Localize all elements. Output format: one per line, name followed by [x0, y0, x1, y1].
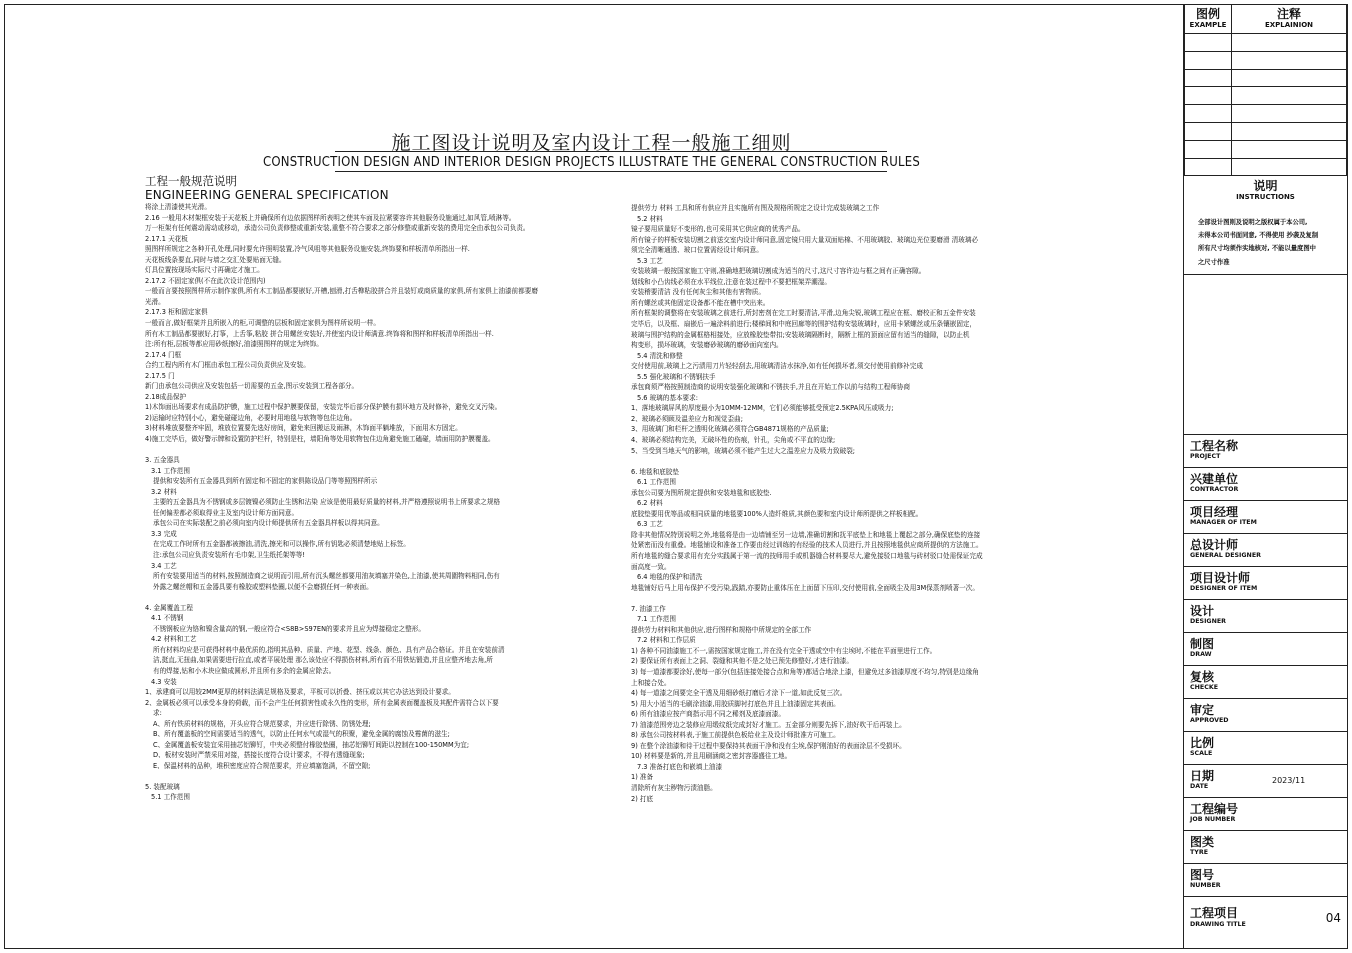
text-line: 完毕后，以及框、扇嵌后一遍涂料前进行;楼梯间和中庭回廊等的围护结构安装玻璃时，应用卡紧螺丝或压条镶嵌固定， — [631, 320, 977, 329]
text-line: 承包公司要为图所规定提供和安装地毯和底胶垫. — [631, 488, 772, 497]
text-line: 承包商须严格按照制造商的说明安装强化玻璃和不锈扶手,并且在开始工作以前与结构工程师协商 — [631, 383, 911, 392]
text-line: 一般而言要按照图样所示制作家俱,所有木工制品都要嵌好,开槽,刨滑,打舌榫粘胶拼合并且装钉或商质量的家俱,所有家俱上油漆前都要磨 — [145, 287, 538, 296]
text-line: 2.17.2 不固定家俱(不在此次设计范围内) — [145, 276, 266, 285]
text-line: 2、玻璃必须顾及温差应力和视觉歪曲; — [631, 414, 743, 423]
instruction-line: 未得本公司书面同意, 不得使用 抄袭及复制 — [1198, 232, 1319, 240]
right-text-block — [631, 203, 983, 804]
field-label-cn: 比例 — [1190, 736, 1215, 750]
text-line: 所有地毯的缝合要求用有充分实践属于第一流的技师用手或机器缝合材料要尽大,避免接驳口地毯与砖材驳口处需保证完成 — [631, 552, 983, 560]
text-line: 7.1 工作范围 — [637, 615, 676, 624]
text-line: 安装玻璃一般按国家施工守则,准确地把玻璃切割成为适当的尺寸,这尺寸容许边与框之间有正确容隙。 — [631, 267, 926, 276]
text-line: 2.17.5 门 — [145, 371, 175, 380]
instruction-line: 全部设计图则及说明之版权属于本公司, — [1198, 219, 1308, 226]
text-line: 3. 五金器具 — [145, 456, 180, 465]
text-line: 5. 装配玻璃 — [145, 782, 180, 791]
text-line: 5.1 工作范围 — [151, 793, 190, 802]
text-line: 不锈钢板应为铬和镍含量高的钢,一般应符合<S8B>S97EN的要求并且应为焊接稳定之整形。 — [153, 624, 425, 633]
field-label-cn: 审定 — [1190, 703, 1215, 717]
field-label-en: PROJECT — [1190, 453, 1221, 460]
field-label-cn: 兴建单位 — [1190, 472, 1239, 486]
text-line: 6.3 工艺 — [637, 520, 663, 529]
legend-table — [1184, 4, 1347, 176]
text-line: 天花板线条要直,同时与墙之交汇处要贴面无缝。 — [145, 255, 286, 264]
text-line: 镜子要用质量好不变形的,也可采用其它供应商的优秀产品。 — [631, 225, 805, 234]
text-line: 注:所有柜,层板等都应用砂纸擦好,油漆照图样的规定为终饰。 — [145, 340, 323, 349]
field-label-en: NUMBER — [1190, 882, 1221, 889]
text-line: 4. 金属覆盖工程 — [145, 603, 193, 612]
text-line: 交付使用前,玻璃上之污渍用刀片轻轻刮去,用玻璃清洁水抹净,如有任何损坏者,须交付使用前修补完成 — [631, 362, 923, 371]
text-line: 1) 准备 — [631, 773, 654, 782]
text-line: 5.4 清洗和修整 — [637, 351, 683, 360]
text-line: D、板材安装时严禁采用对接，搭接长度符合设计要求，不得有透缝现象; — [153, 751, 365, 760]
text-line: 3、用玻璃门和栏杆之透明化玻璃必须符合GB4871规格的产品质量; — [631, 425, 829, 434]
text-line: 2.16 一般用木材架框安装于天花板上并确保所有边依据图样所表明之使其车面及拉紧要容许其他服务设施通过,如风管,喷淋等。 — [145, 213, 516, 222]
text-line: 上和接合处。 — [631, 678, 671, 687]
field-label-cn: 日期 — [1190, 769, 1215, 783]
title-field — [1184, 764, 1347, 797]
text-line: 5.2 材料 — [637, 214, 663, 223]
title-field — [1184, 632, 1347, 665]
field-label-en: GENERAL DESIGNER — [1190, 552, 1261, 559]
text-line: 5、当受到当地天气的影响，玻璃必须不能产生过大之温差应力及吸力致破裂; — [631, 446, 856, 455]
text-line: 8) 承包公司按材料表,于施工前提供色板给业主及设计师批准方可施工。 — [631, 731, 840, 740]
field-label-cn: 工程编号 — [1190, 802, 1239, 816]
text-line: 2.18成品保护 — [145, 392, 187, 401]
text-line — [631, 593, 983, 604]
divider — [1184, 274, 1347, 275]
text-line: 4)施工完毕后，做好警示牌和设置防护栏杆，特别是柱，墙阳角等处用软物包住边角避免施工磕碰，墙面用防护膜覆盖。 — [145, 435, 495, 444]
title-field — [1184, 533, 1347, 566]
text-line: 划线和小凸齿线必须在水平线位,注意在装过程中不要把框架弄潮湿。 — [631, 277, 831, 286]
text-line: 任何偏差都必须取得业主及室内设计师方面同意。 — [153, 508, 299, 517]
text-line: 4) 每一道漆之间要完全干透及用细砂纸打磨后才涂下一道,如此反复三次。 — [631, 689, 847, 698]
text-line: 2.17.3 柜和固定家俱 — [145, 308, 208, 317]
text-line: 安装稽要清洁 没有任何灰尘和其他有害物质。 — [631, 288, 765, 297]
text-line: 面高度一致。 — [631, 562, 671, 571]
text-line: 7.2 材料和工作层质 — [637, 636, 696, 645]
text-line: 承包公司在实际装配之前必须向室内设计师提供所有五金器具样板以得其同意。 — [153, 519, 384, 528]
title-field — [1184, 599, 1347, 632]
text-line: 4.3 安装 — [151, 677, 177, 686]
left-text-block — [145, 202, 538, 803]
text-line: 所有安装要用适当的材料,按照制造商之说明而引用,所有沉头螺丝都要用油灰填塞并染色,上油漆,使其周圍物料相同,伤有 — [153, 572, 500, 581]
text-line: 4.2 材料和工艺 — [151, 635, 197, 644]
text-line: 在完成工作时所有五金器都被擦油,清洗,擦光和可以操作,所有钥匙必须清楚地贴上标签。 — [153, 540, 410, 549]
text-line: 4.1 不锈钢 — [151, 614, 184, 623]
text-line: 提供和安装所有五金器具到所有固定和不固定的家俱陈设品门等等照图样所示 — [153, 477, 378, 486]
text-line: 灯具位置按现场实际尺寸再确定才施工。 — [145, 266, 264, 275]
text-line: 求: — [153, 709, 162, 718]
left-column — [145, 174, 538, 803]
text-line — [145, 445, 538, 456]
text-line: 2.17.4 门框 — [145, 350, 182, 359]
instructions-header: 说明 INSTRUCTIONS — [1236, 179, 1295, 201]
section-title-en: ENGINEERING GENERAL SPECIFICATION — [145, 188, 389, 202]
text-line: 万一柜架有任何震动需动或移动，承造公司负责修整或重新安装,重整不符合要求之部分修整或重新安装的费用完全由承包公司负责。 — [145, 224, 530, 233]
text-line: 除非其他情况特别说明之外,地毯将是由一边墙铺至另一边墙,准确切割和抚平底垫上和地毯上覆起之部分,确保底垫的连接 — [631, 530, 981, 539]
field-label-cn: 复核 — [1190, 670, 1215, 684]
text-line: 一般而言,做好框架并且所嵌入的柜,可调整的层板和固定家俱为图样所说明一样。 — [145, 319, 380, 328]
text-line: 5.6 玻璃的基本要求: — [637, 393, 698, 402]
text-line: 2) 打底 — [631, 794, 654, 803]
text-line: 所有木工制品都要嵌好,打筝，上舌筝,粘胶 拼合用螺丝安装好,并使室内设计师满意.终饰将和图样和样板清单所指出一样. — [145, 329, 494, 338]
text-line: 所有材料均应是可获得材料中最优质的,指明其品种、质量、产地、花型、线条、颜色、具有产品合格证。并且在安装前清 — [153, 645, 505, 654]
field-label-cn: 设计 — [1190, 604, 1215, 618]
text-line: 1、落地玻璃屏风的厚度最小为10MM-12MM，它们必须能够抵受预定2.5KPA风压或吸力; — [631, 404, 894, 413]
field-label-en: DESIGNER — [1190, 618, 1226, 625]
text-line: 1)木饰面出场要求有成品防护膜，施工过程中保护膜要保留，安装完毕后部分保护膜有损坏地方及时修补，避免交叉污染。 — [145, 403, 502, 412]
field-label-en: APPROVED — [1190, 717, 1229, 724]
note-header: 注释 EXPLAINION — [1232, 5, 1347, 34]
text-line: 2) 要保证所有表面上之洞、裂缝和其他不是之处已预先修整好,才进行油漆。 — [631, 657, 853, 666]
text-line: 7) 油漆范围旁边之装修应用缎纹纸完成封好才施工。五金部分则要先拆下,油好吹干后再装上。 — [631, 720, 906, 729]
text-line: 新门由承包公司供应及安装包括一切需要的五金,图示安装到工程各部分。 — [145, 382, 359, 391]
text-line: C、金属覆盖板安装宜采用抽芯铝铆钉，中夹必须整付橡胶垫圈，抽芯铝铆钉间距以控制在100-150MM为宜; — [153, 740, 470, 749]
text-line: 4、玻璃必须结构完美，无破坏性的伤痕，针孔，尖角或不平直的边缘; — [631, 436, 836, 445]
field-label-cn: 项目经理 — [1190, 505, 1239, 519]
text-line — [145, 592, 538, 603]
title-field — [1184, 731, 1347, 764]
text-line: 5) 用大小适当的毛刷涂油漆,用胶质脚衬打底色并且上油漆固定其表面。 — [631, 699, 840, 708]
text-line — [631, 456, 983, 467]
text-line: 所有螺丝或其他固定设备都不能在槽中突出来。 — [631, 298, 770, 307]
field-label-en: DRAW — [1190, 651, 1212, 658]
field-label-cn: 总设计师 — [1190, 538, 1239, 552]
field-value: 04 — [1325, 911, 1341, 925]
text-line: 提供劳力 材料 工具和所有供应并且实施所有图及规格所规定之设计完成装玻璃之工作 — [631, 204, 880, 212]
field-label-en: JOB NUMBER — [1190, 816, 1236, 823]
text-line: 构变形，损坏玻璃，安装磨砂玻璃的磨砂面向室内。 — [631, 341, 783, 350]
text-line: 合约工程内所有木门框由承包工程公司负责供应及安装。 — [145, 361, 310, 370]
field-label-en: CONTRACTOR — [1190, 486, 1239, 493]
text-line: 9) 在整个涂油漆和待干过程中要保持其表面干净和没有尘埃,保护刚油好的表面涂层不受损坏。 — [631, 741, 906, 750]
title-underline — [335, 151, 887, 152]
text-line: 注:承包公司应负责安装所有毛巾架,卫生纸托架等等! — [153, 551, 306, 559]
title-field — [1184, 566, 1347, 599]
text-line: B、所有覆盖板的空间需要适当的透气，以防止任何水气或湿气的积聚，避免金属的腐蚀及霉菌的滋生; — [153, 730, 450, 739]
instructions-text — [1198, 216, 1343, 269]
text-line: 所有框架的调整将在安装玻璃之前进行,所封密剂在完工时要清洁,平滑,边角尖锐,玻璃工程应在框、磨校正和五金件安装 — [631, 309, 976, 318]
text-line: 照图样所规定之各种开孔处理,同时要允许照明装置,冷气风咀等其他服务设施安装,终饰要和样板清单所指出一样. — [145, 245, 470, 254]
text-line: 主要的五金器具为不锈钢或多层镀镍必须防止生锈和沾染 应该是使用最好质量的材料,并严格遵照说明书上所要求之规格 — [153, 498, 501, 507]
instruction-line: 之尺寸作准 — [1198, 258, 1230, 266]
field-label-en: DATE — [1190, 783, 1209, 790]
title-field — [1184, 434, 1347, 467]
text-line: E、保温材料的品种，堆积密度应符合规范要求，并应填塞饱满，不留空隙; — [153, 761, 371, 770]
field-label-en: MANAGER OF ITEM — [1190, 519, 1257, 526]
title-field — [1184, 467, 1347, 500]
text-line: 玻璃与围护结构的金属框格相接处，应放橡胶垫带扣;安装玻璃隔断时，隔断上框的顶面应留有适当的缝隙，以防止机 — [631, 330, 970, 339]
text-line: 5.5 强化玻璃和不锈钢扶手 — [637, 372, 716, 381]
text-line: 3.3 完成 — [151, 529, 177, 538]
text-line: 6.4 地毯的保护和清洗 — [637, 573, 703, 582]
text-line: 1) 各种不同油漆施工不一,需按国家规定施工,并在没有完全干透或空中有尘埃时,不能在平面里进行工作。 — [631, 646, 937, 655]
field-label-en: DESIGNER OF ITEM — [1190, 585, 1258, 592]
text-line: 须完全清晰通透、玻口位置需经设计师同意。 — [631, 246, 763, 255]
text-line: 6) 所有油漆应按产商指示用不同之稀剂及底漆面漆。 — [631, 710, 785, 719]
text-line: 地毯铺好后马上用布保护不受污染,践踏,亦要防止重体压在上面留下压印,交付使用前,全面吸尘及用3M保蒸剂喷著一次。 — [631, 583, 979, 592]
text-line: 3) 每一道漆都要涂好,使每一部分(包括连接处接合点和角等)都适合地涂上漆，但避免过多油漆厚度不均匀,特别是边缘角 — [631, 667, 979, 676]
text-line: 有的焊接,钻和小木块应做成圆形,并且所有多余的金属应除去。 — [153, 666, 336, 675]
text-line: 10) 材料要是新的,并且用刷涵商之密封容器盛往工地。 — [631, 752, 792, 761]
field-value: 2023/11 — [1272, 776, 1306, 785]
title-block — [1183, 4, 1348, 949]
title-field — [1184, 665, 1347, 698]
text-line: 6. 地毯和底胶垫 — [631, 467, 679, 476]
text-line: 5.3 工艺 — [637, 256, 663, 265]
field-label-cn: 工程名称 — [1190, 439, 1239, 453]
title-field — [1184, 863, 1347, 896]
text-line: 底胶垫要用优等品或相同质量的地毯要100%人造纤维质,其颜色要和室内设计师所提供之样板相配。 — [631, 509, 923, 518]
text-line: 2、金属板必须可以承受本身的荷载，而不会产生任何损害性或永久性的变形，所有金属表面覆盖板及其配件需符合以下要 — [145, 698, 499, 707]
title-field — [1184, 500, 1347, 533]
legend-header: 图例 EXAMPLE — [1185, 5, 1232, 34]
field-label-cn: 项目设计师 — [1190, 571, 1251, 585]
page-subtitle: CONSTRUCTION DESIGN AND INTERIOR DESIGN PROJECTS ILLUSTRATE THE GENERAL CONSTRUCTION RULES — [263, 155, 920, 170]
text-line: 3.2 材料 — [151, 487, 177, 496]
text-line: A、所有铁质材料的规格，开头应符合规范要求，并应进行除锈、防锈处理; — [153, 719, 371, 728]
text-line: 7. 油漆工作 — [631, 604, 666, 613]
section-title-cn: 工程一般规范说明 — [145, 174, 237, 188]
text-line: 光滑。 — [145, 297, 165, 306]
text-line: 所有镜子的样板安装切割之前送交室内设计师同意,固定镜只用大量双面贴棉、不用玻璃胶、玻璃边光位要磨滑 清玻璃必 — [631, 235, 979, 244]
page-title: 施工图设计说明及室内设计工程一般施工细则 — [391, 132, 792, 154]
field-label-cn: 制图 — [1190, 637, 1215, 651]
text-line: 2)运输时应特别小心，避免碰碰边角，必要时用地毯与软物等包住边角。 — [145, 413, 357, 422]
text-line: 清除所有灰尘秽物污渍油脂。 — [631, 783, 717, 792]
title-field — [1184, 896, 1347, 949]
instruction-line: 所有尺寸均须作实地核对, 不能以量度图中 — [1198, 245, 1316, 253]
field-label-en: SCALE — [1190, 750, 1213, 757]
right-column — [631, 203, 983, 804]
subtitle-underline — [335, 171, 887, 172]
text-line: 提供劳力材料和其他供应,进行图样和规格中所规定的全部工作 — [631, 625, 812, 634]
text-line: 将涂上清漆使其光滑。 — [145, 203, 211, 211]
text-line: 2.17.1 天花板 — [145, 234, 188, 243]
text-line: 6.2 材料 — [637, 499, 663, 508]
field-label-en: CHECKE — [1190, 684, 1218, 691]
text-line: 7.3 准备打底色和嵌填上油漆 — [637, 762, 723, 771]
title-field — [1184, 830, 1347, 863]
text-line — [145, 771, 538, 782]
field-label-cn: 图号 — [1190, 868, 1215, 882]
text-line: 6.1 工作范围 — [637, 478, 676, 487]
field-label-cn: 图类 — [1190, 835, 1215, 849]
text-line: 3.4 工艺 — [151, 561, 177, 570]
text-line: 3.1 工作范围 — [151, 466, 190, 475]
text-line: 1、承建商可以用较2MM更厚的材料法满足规格及要求，平板可以折叠、挤压或以其它办法达到设计要求。 — [145, 688, 455, 697]
text-line: 处紧密而没有重叠。地毯铺设和准备工作要由经过训练的有经验的技术人员进行,并且按照地毯供应商所提供的方法施工。 — [631, 541, 983, 550]
text-line: 外露之螺丝帽和五金器具要有橡胶或塑料垫圈,以便不会磨损任何一种表面。 — [153, 582, 373, 591]
field-label-en: DRAWING TITLE — [1190, 921, 1246, 928]
title-field — [1184, 698, 1347, 731]
title-field — [1184, 797, 1347, 830]
text-line: 洁,挺直,无扭曲,如果需要进行拉直,或者平展处理 那么该处应不得损伤材料,所有而不用铁钻锻造,并且应整齐地去角,所 — [153, 656, 493, 665]
text-line: 3)材料堆放要整齐牢固，堆放位置要先选好房间，避免来回搬运及雨淋，木饰面平躺堆放，下面用木方固定。 — [145, 424, 462, 433]
field-label-cn: 工程项目 — [1190, 906, 1239, 920]
field-label-en: TYRE — [1190, 849, 1209, 856]
